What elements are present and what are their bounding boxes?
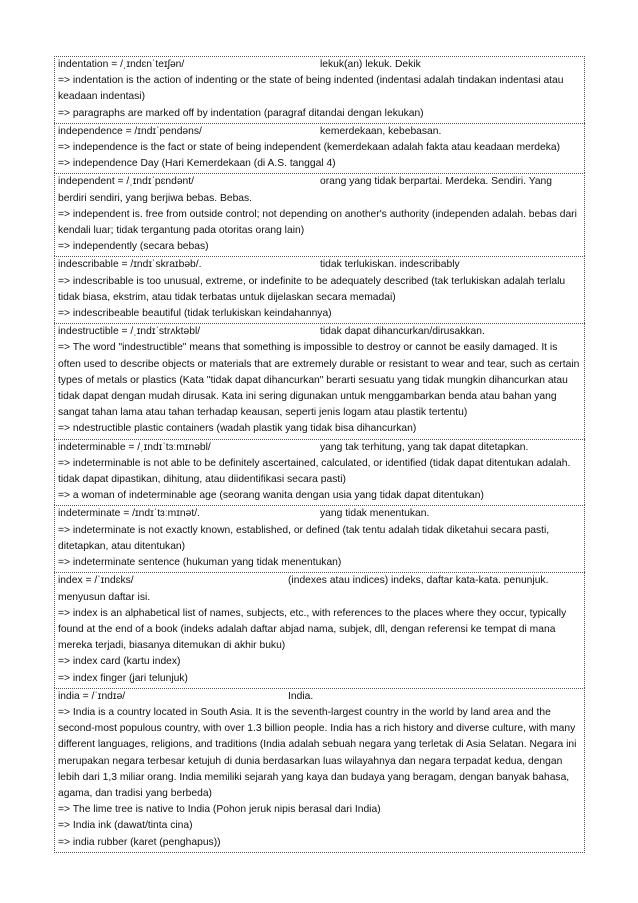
entry-example-line: => independent is. free from outside control; not depending on another's authority (independen adalah. bebas dari kendali luar; tidak tergantung pada otoritas orang lain): [58, 208, 577, 237]
entry-headword-line: [58, 689, 581, 705]
entry-gloss: tidak dapat dihancurkan/dirusakkan.: [320, 326, 485, 338]
entry-gloss: lekuk(an) lekuk. Dekik: [320, 59, 421, 70]
entry-headword: indestructible = /ˌɪndɪˈstrʌktəbl/: [58, 326, 201, 338]
entry-gloss: India.: [288, 690, 314, 702]
entry-headword-line: [58, 174, 581, 206]
entry-example-line: => independently (secara bebas): [58, 241, 209, 253]
entry-example-line: => index finger (jari telunjuk): [58, 672, 188, 684]
entry-headword-line: [58, 506, 581, 522]
entry-example-line: => indeterminate is not exactly known, established, or defined (tak tentu adalah tidak diketahui secara pasti, ditetapkan, atau ditentukan): [58, 524, 550, 552]
entry-headword: indentation = /ˌɪndɛnˈteɪʃən/: [58, 59, 185, 70]
dictionary-entry: [54, 688, 585, 853]
entry-gloss: (indexes atau indices) indeks, daftar kata-kata. penunjuk. menyusun daftar isi.: [58, 575, 549, 603]
entry-gloss: yang tak terhitung, yang tak dapat ditetapkan.: [320, 441, 529, 453]
entry-example-line: => India ink (dawat/tinta cina): [58, 820, 193, 832]
entry-gloss: tidak terlukiskan. indescribably: [320, 259, 460, 271]
entry-headword: indeterminable = /ˌɪndɪˈtɜːmɪnəbl/: [58, 441, 211, 453]
entry-headword: indeterminate = /ɪndɪˈtɜːmɪnət/.: [58, 508, 200, 520]
entry-headword-line: [58, 440, 581, 456]
entry-example-line: => a woman of indeterminable age (seorang wanita dengan usia yang tidak dapat ditentukan): [58, 490, 484, 502]
entry-gloss: orang yang tidak berpartai. Merdeka. Sendiri. Yang berdiri sendiri, yang berjiwa bebas. Bebas.: [58, 176, 553, 204]
entry-headword: independence = /ɪndɪˈpendəns/: [58, 125, 202, 137]
entry-example-line: => indescribeable beautiful (tidak terlukiskan keindahannya): [58, 308, 332, 320]
entry-headword-line: [58, 57, 581, 73]
dictionary-page: [54, 56, 585, 853]
entry-example-line: => independence Day (Hari Kemerdekaan (di A.S. tanggal 4): [58, 158, 336, 170]
entry-gloss: kemerdekaan, kebebasan.: [320, 125, 442, 137]
dictionary-entry: [54, 173, 585, 256]
dictionary-entry: [54, 323, 585, 438]
entry-example-line: => The word "indestructible" means that something is impossible to destroy or cannot be easily damaged. It is often used to describe objects or materials that are extremely durable or resistant to wear and tear, such as certain types of metals or plastics (Kata "tidak dapat dihancurkan" berarti sesuatu yang tidak mungkin dihancurkan atau tidak dapat dengan mudah dirusak. Kata ini sering digunakan untuk menggambarkan benda atau bahan yang sangat tahan lama atau tahan terhadap keausan, seperti jenis logam atau plastik tertentu): [58, 342, 580, 419]
dictionary-entry: [54, 505, 585, 572]
entry-example-line: => paragraphs are marked off by indentation (paragraf ditandai dengan lekukan): [58, 107, 424, 119]
entry-headword: india = /ˈɪndɪə/: [58, 690, 126, 702]
entry-gloss: yang tidak menentukan.: [320, 508, 430, 520]
entry-headword: index = /ˈɪndɛks/: [58, 575, 134, 587]
entry-example-line: => indeterminable is not able to be definitely ascertained, calculated, or identified (tidak dapat ditentukan adalah. tidak dapat dipastikan, dihitung, atau diidentifikasi secara pasti): [58, 457, 571, 486]
entry-headword-line: [58, 257, 581, 273]
entry-example-line: => indescribable is too unusual, extreme, or indefinite to be adequately described (tak terlukiskan adalah terlalu tidak biasa, ekstrim, atau tidak terbatas untuk dijelaskan secara memadai): [58, 275, 566, 303]
entry-example-line: => independence is the fact or state of being independent (kemerdekaan adalah fakta atau keadaan merdeka): [58, 142, 561, 154]
dictionary-entry: [54, 123, 585, 174]
entry-example-line: => index card (kartu index): [58, 656, 181, 668]
entry-example-line: => The lime tree is native to India (Pohon jeruk nipis berasal dari India): [58, 804, 381, 816]
entry-example-line: => India is a country located in South Asia. It is the seventh-largest country in the world by land area and the second-most populous country, with over 1.3 billion people. India has a rich history and diverse culture, with many different languages, religions, and traditions (India adalah sebuah negara yang terletak di Asia Selatan. Negara ini merupakan negara terbesar ketujuh di dunia berdasarkan luas wilayahnya dan negara terpadat kedua, dengan lebih dari 1,3 miliar orang. India memiliki sejarah yang kaya dan budaya yang beragam, dengan banyak bahasa, agama, dan tradisi yang berbeda): [58, 706, 577, 799]
dictionary-entry: [54, 256, 585, 323]
entry-example-line: => india rubber (karet (penghapus)): [58, 836, 221, 848]
dictionary-entry: [54, 439, 585, 506]
entry-example-line: => ndestructible plastic containers (wadah plastik yang tidak bisa dihancurkan): [58, 423, 417, 435]
dictionary-entry: [54, 572, 585, 687]
entry-headword: indescribable = /ɪndɪˈskraɪbəb/.: [58, 259, 202, 271]
entry-headword: independent = /ˌɪndɪˈpɛndənt/: [58, 176, 195, 188]
dictionary-entry: [54, 56, 585, 123]
entry-example-line: => indeterminate sentence (hukuman yang tidak menentukan): [58, 557, 342, 569]
entry-example-line: => indentation is the action of indenting or the state of being indented (indentasi adalah tindakan indentasi atau keadaan indentasi): [58, 75, 564, 103]
entry-headword-line: [58, 324, 581, 340]
entry-example-line: => index is an alphabetical list of names, subjects, etc., with references to the places where they occur, typically found at the end of a book (indeks adalah daftar abjad nama, subjek, dll, dengan referensi ke tempat di mana mereka terjadi, biasanya ditemukan di akhir buku): [58, 607, 567, 652]
entry-headword-line: [58, 124, 581, 140]
entry-headword-line: [58, 573, 581, 605]
